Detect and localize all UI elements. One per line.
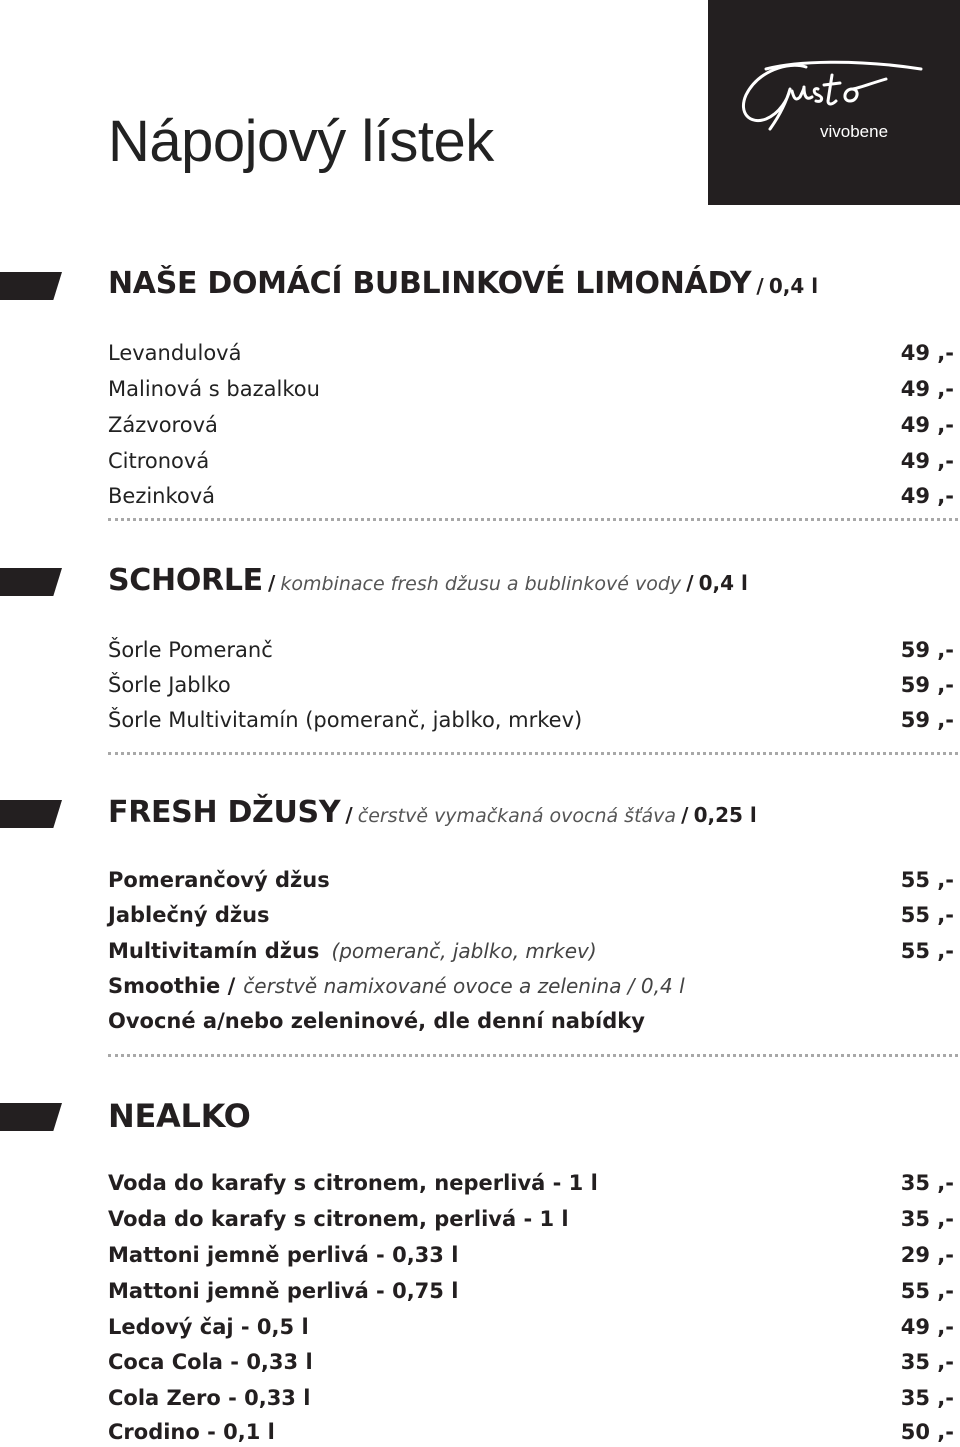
menu-item (108, 971, 960, 1001)
item-price: 35 ,- (900, 1207, 954, 1231)
item-price: 50 ,- (900, 1420, 954, 1444)
section-volume: 0,25 l (693, 803, 757, 827)
menu-item (108, 446, 960, 476)
item-price: 29 ,- (900, 1243, 954, 1267)
section-volume: 0,4 l (768, 274, 819, 298)
menu-item (108, 635, 960, 665)
section-title: FRESH DŽUSY (108, 795, 341, 830)
item-name: Cola Zero - 0,33 l (108, 1386, 311, 1410)
menu-item (108, 410, 960, 440)
item-name: Voda do karafy s citronem, perlivá - 1 l (108, 1207, 569, 1231)
item-note: (pomeranč, jablko, mrkev) (331, 939, 597, 963)
item-name: Citronová (108, 449, 210, 473)
menu-item (108, 670, 960, 700)
section-heading-limonady (108, 266, 818, 301)
section-heading-fresh-dzusy (108, 795, 757, 830)
section-separator: / (686, 571, 694, 595)
item-price: 55 ,- (900, 939, 954, 963)
item-price: 59 ,- (900, 708, 954, 732)
menu-item (108, 481, 960, 511)
item-price: 59 ,- (900, 638, 954, 662)
page-title: Nápojový lístek (108, 109, 494, 174)
item-name: Smoothie / (108, 974, 236, 998)
menu-item (108, 1276, 960, 1306)
menu-item (108, 1204, 960, 1234)
item-name: Šorle Multivitamín (pomeranč, jablko, mrkev) (108, 708, 583, 732)
menu-item (108, 1347, 960, 1377)
gusto-logo (708, 0, 960, 205)
item-name: Ovocné a/nebo zeleninové, dle denní nabídky (108, 1009, 645, 1033)
item-price: 55 ,- (900, 1279, 954, 1303)
section-separator: / (756, 274, 764, 298)
section-heading-nealko (108, 1097, 251, 1135)
item-name: Multivitamín džus (108, 939, 320, 963)
menu-item (108, 865, 960, 895)
section-marker (0, 568, 62, 596)
item-price: 49 ,- (900, 413, 954, 437)
section-heading-schorle (108, 563, 748, 598)
section-title: SCHORLE (108, 563, 263, 598)
item-name: Bezinková (108, 484, 216, 508)
menu-item (108, 374, 960, 404)
section-marker (0, 1103, 62, 1131)
logo-subtitle: vivobene (820, 122, 889, 141)
item-name: Mattoni jemně perlivá - 0,75 l (108, 1279, 459, 1303)
item-name: Šorle Jablko (108, 673, 231, 697)
menu-item (108, 1312, 960, 1342)
section-separator: / (681, 803, 689, 827)
menu-item (108, 1240, 960, 1270)
section-separator: / (345, 803, 353, 827)
item-name: Jablečný džus (108, 903, 270, 927)
item-price: 55 ,- (900, 868, 954, 892)
item-price: 49 ,- (900, 377, 954, 401)
item-price: 49 ,- (900, 1315, 954, 1339)
item-price: 59 ,- (900, 673, 954, 697)
menu-item (108, 1383, 960, 1413)
item-name: Crodino - 0,1 l (108, 1420, 275, 1444)
section-note: kombinace fresh džusu a bublinkové vody (280, 573, 682, 595)
item-name: Pomerančový džus (108, 868, 330, 892)
item-name: Coca Cola - 0,33 l (108, 1350, 313, 1374)
menu-item (108, 1417, 960, 1447)
item-name: Zázvorová (108, 413, 218, 437)
dotted-divider (108, 752, 958, 755)
menu-item (108, 900, 960, 930)
item-name: Voda do karafy s citronem, neperlivá - 1 l (108, 1171, 598, 1195)
item-price: 35 ,- (900, 1171, 954, 1195)
item-name: Levandulová (108, 341, 242, 365)
menu-item (108, 1168, 960, 1198)
item-price: 49 ,- (900, 341, 954, 365)
item-price: 35 ,- (900, 1350, 954, 1374)
item-note: čerstvě namixované ovoce a zelenina / 0,4 l (243, 974, 685, 998)
section-title: NEALKO (108, 1097, 251, 1135)
item-name: Malinová s bazalkou (108, 377, 320, 401)
section-volume: 0,4 l (698, 571, 748, 595)
menu-item (108, 338, 960, 368)
item-price: 49 ,- (900, 484, 954, 508)
section-title: NAŠE DOMÁCÍ BUBLINKOVÉ LIMONÁDY (108, 266, 752, 301)
section-marker (0, 272, 62, 300)
item-name: Ledový čaj - 0,5 l (108, 1315, 309, 1339)
section-separator: / (267, 571, 276, 595)
menu-item (108, 936, 960, 966)
dotted-divider (108, 1054, 958, 1057)
item-price: 55 ,- (900, 903, 954, 927)
menu-item (108, 705, 960, 735)
item-name: Mattoni jemně perlivá - 0,33 l (108, 1243, 459, 1267)
section-note: čerstvě vymačkaná ovocná šťáva (357, 805, 677, 827)
section-marker (0, 800, 62, 828)
item-price: 49 ,- (900, 449, 954, 473)
item-price: 35 ,- (900, 1386, 954, 1410)
menu-item (108, 1006, 960, 1036)
dotted-divider (108, 518, 958, 521)
item-name: Šorle Pomeranč (108, 638, 273, 662)
